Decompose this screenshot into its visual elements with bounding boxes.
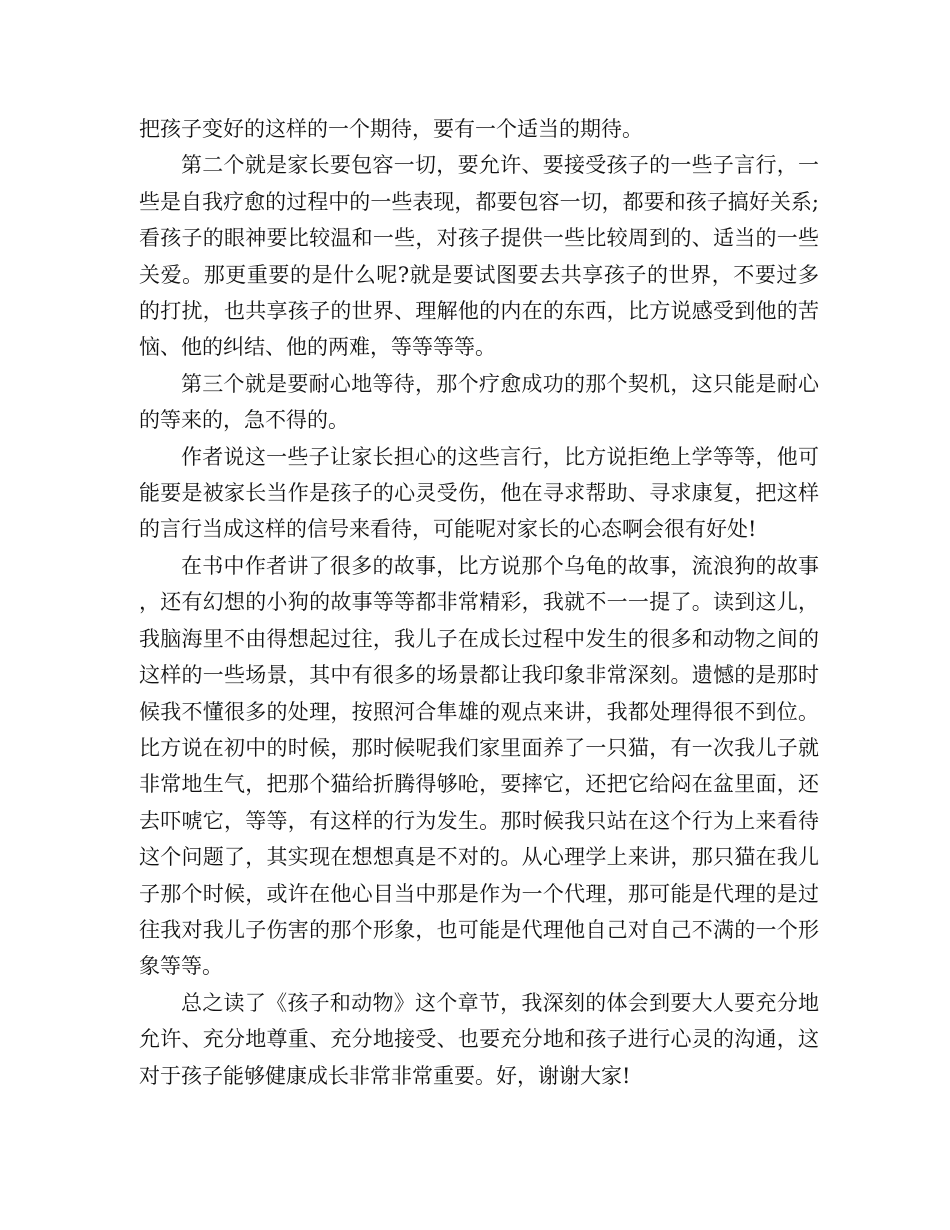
paragraph-point-two: 第二个就是家长要包容一切，要允许、要接受孩子的一些子言行，一些是自我疗愈的过程中的一些表现，都要包容一切，都要和孩子搞好关系;看孩子的眼神要比较温和一些，对孩子提供一些比较周到的、适当的一些关爱。那更重要的是什么呢?就是要试图要去共享孩子的世界，不要过多的打扰，也共享孩子的世界、理解他的内在的东西，比方说感受到他的苦恼、他的纠结、他的两难，等等等等。	[139, 153, 819, 360]
paragraph-personal-story: 在书中作者讲了很多的故事，比方说那个乌龟的故事，流浪狗的故事，还有幻想的小狗的故事等等都非常精彩，我就不一一提了。读到这儿，我脑海里不由得想起过往，我儿子在成长过程中发生的很多和动物之间的这样的一些场景，其中有很多的场景都让我印象非常深刻。遗憾的是那时候我不懂很多的处理，按照河合隼雄的观点来讲，我都处理得很不到位。比方说在初中的时候，那时候呢我们家里面养了一只猫，有一次我儿子就非常地生气，把那个猫给折腾得够呛，要摔它，还把它给闷在盆里面，还去吓唬它，等等，有这样的行为发生。那时候我只站在这个行为上来看待这个问题了，其实现在想想真是不对的。从心理学上来讲，那只猫在我儿子那个时候，或许在他心目当中那是作为一个代理，那可能是代理的是过往我对我儿子伤害的那个形象，也可能是代理他自己对自己不满的一个形象等等。	[139, 553, 819, 979]
paragraph-continuation: 把孩子变好的这样的一个期待，要有一个适当的期待。	[139, 117, 643, 141]
document-body	[139, 111, 819, 1094]
paragraph-point-three: 第三个就是要耐心地等待，那个疗愈成功的那个契机，这只能是耐心的等来的，急不得的。	[139, 371, 819, 433]
paragraph-conclusion: 总之读了《孩子和动物》这个章节，我深刻的体会到要大人要充分地允许、充分地尊重、充分地接受、也要充分地和孩子进行心灵的沟通，这对于孩子能够健康成长非常非常重要。好，谢谢大家!	[139, 990, 819, 1088]
paragraph-author-view: 作者说这一些子让家长担心的这些言行，比方说拒绝上学等等，他可能要是被家长当作是孩子的心灵受伤，他在寻求帮助、寻求康复，把这样的言行当成这样的信号来看待，可能呢对家长的心态啊会很有好处!	[139, 444, 819, 542]
